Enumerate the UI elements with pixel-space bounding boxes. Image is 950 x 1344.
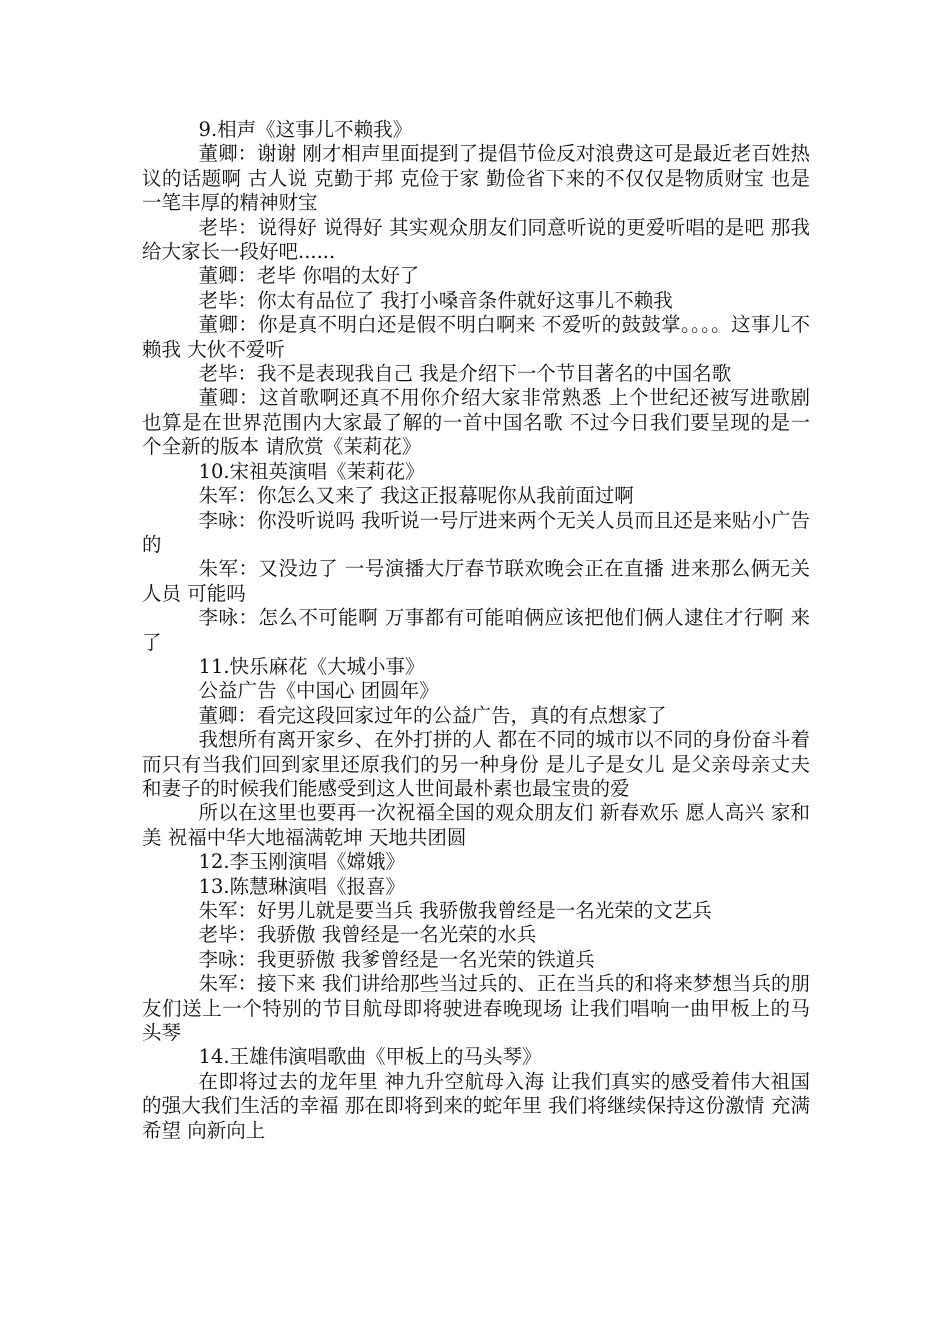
dialogue-line: 董卿：你是真不明白还是假不明白啊来 不爱听的鼓鼓掌。。。。这事儿不赖我 大伙不爱听 (142, 313, 810, 361)
dialogue-line: 朱军：好男儿就是要当兵 我骄傲我曾经是一名光荣的文艺兵 (198, 899, 712, 922)
dialogue-line: 老毕：你太有品位了 我打小嗓音条件就好这事儿不赖我 (198, 288, 673, 312)
body-paragraph: 在即将过去的龙年里 神九升空航母入海 让我们真实的感受着伟大祖国的强大我们生活的幸福 那在即将到来的蛇年里 我们将继续保持这份激情 充满希望 向新向上 (142, 1069, 810, 1142)
section-heading-13: 13.陈慧琳演唱《报喜》 (198, 874, 406, 898)
body-paragraph: 所以在这里也要再一次祝福全国的观众朋友们 新春欢乐 愿人高兴 家和美 祝福中华大地福满乾坤 天地共团圆 (142, 801, 810, 849)
dialogue-line: 董卿：谢谢 刚才相声里面提到了提倡节俭反对浪费这可是最近老百姓热议的话题啊 古人说 克勤于邦 克俭于家 勤俭省下来的不仅仅是物质财宝 也是一笔丰厚的精神财宝 (142, 142, 810, 215)
dialogue-line: 李咏：你没听说吗 我听说一号厅进来两个无关人员而且还是来贴小广告的 (142, 508, 810, 556)
dialogue-line: 朱军：又没边了 一号演播大厅春节联欢晚会正在直播 进来那么俩无关人员 可能吗 (142, 557, 810, 605)
dialogue-line: 朱军：你怎么又来了 我这正报幕呢你从我前面过啊 (198, 484, 634, 508)
document-body (142, 118, 810, 1143)
dialogue-line: 董卿：看完这段回家过年的公益广告，真的有点想家了 (198, 703, 667, 727)
dialogue-line: 老毕：我不是表现我自己 我是介绍下一个节目著名的中国名歌 (198, 362, 732, 386)
section-heading-12: 12.李玉刚演唱《嫦娥》 (198, 850, 406, 874)
dialogue-line: 董卿：老毕 你唱的太好了 (198, 264, 420, 288)
body-paragraph: 我想所有离开家乡、在外打拼的人 都在不同的城市以不同的身份奋斗着 而只有当我们回到家里还原我们的另一种身份 是儿子是女儿 是父亲母亲丈夫和妻子的时候我们能感受到这人世间最朴素也最宝贵的爱 (142, 728, 810, 800)
section-heading-ad: 公益广告《中国心 团圆年》 (198, 679, 439, 703)
dialogue-line: 朱军：接下来 我们讲给那些当过兵的、正在当兵的和将来梦想当兵的朋友们送上一个特别的节目航母即将驶进春晚现场 让我们唱响一曲甲板上的马头琴 (142, 972, 810, 1045)
section-heading-14: 14.王雄伟演唱歌曲《甲板上的马头琴》 (198, 1045, 542, 1069)
dialogue-line: 李咏：怎么不可能啊 万事都有可能咱俩应该把他们俩人逮住才行啊 来了 (142, 606, 810, 654)
dialogue-line: 董卿：这首歌啊还真不用你介绍大家非常熟悉 上个世纪还被写进歌剧 也算是在世界范围内大家最了解的一首中国名歌 不过今日我们要呈现的是一个全新的版本 请欣赏《茉莉花》 (142, 386, 810, 459)
section-heading-10: 10.宋祖英演唱《茉莉花》 (198, 459, 425, 483)
dialogue-line: 老毕：我骄傲 我曾经是一名光荣的水兵 (198, 923, 537, 947)
section-heading-9: 9.相声《这事儿不赖我》 (198, 118, 413, 141)
section-heading-11: 11.快乐麻花《大城小事》 (198, 654, 425, 678)
dialogue-line: 李咏：我更骄傲 我爹曾经是一名光荣的铁道兵 (198, 947, 595, 971)
dialogue-line: 老毕：说得好 说得好 其实观众朋友们同意听说的更爱听唱的是吧 那我给大家长一段好吧...... (142, 215, 810, 264)
